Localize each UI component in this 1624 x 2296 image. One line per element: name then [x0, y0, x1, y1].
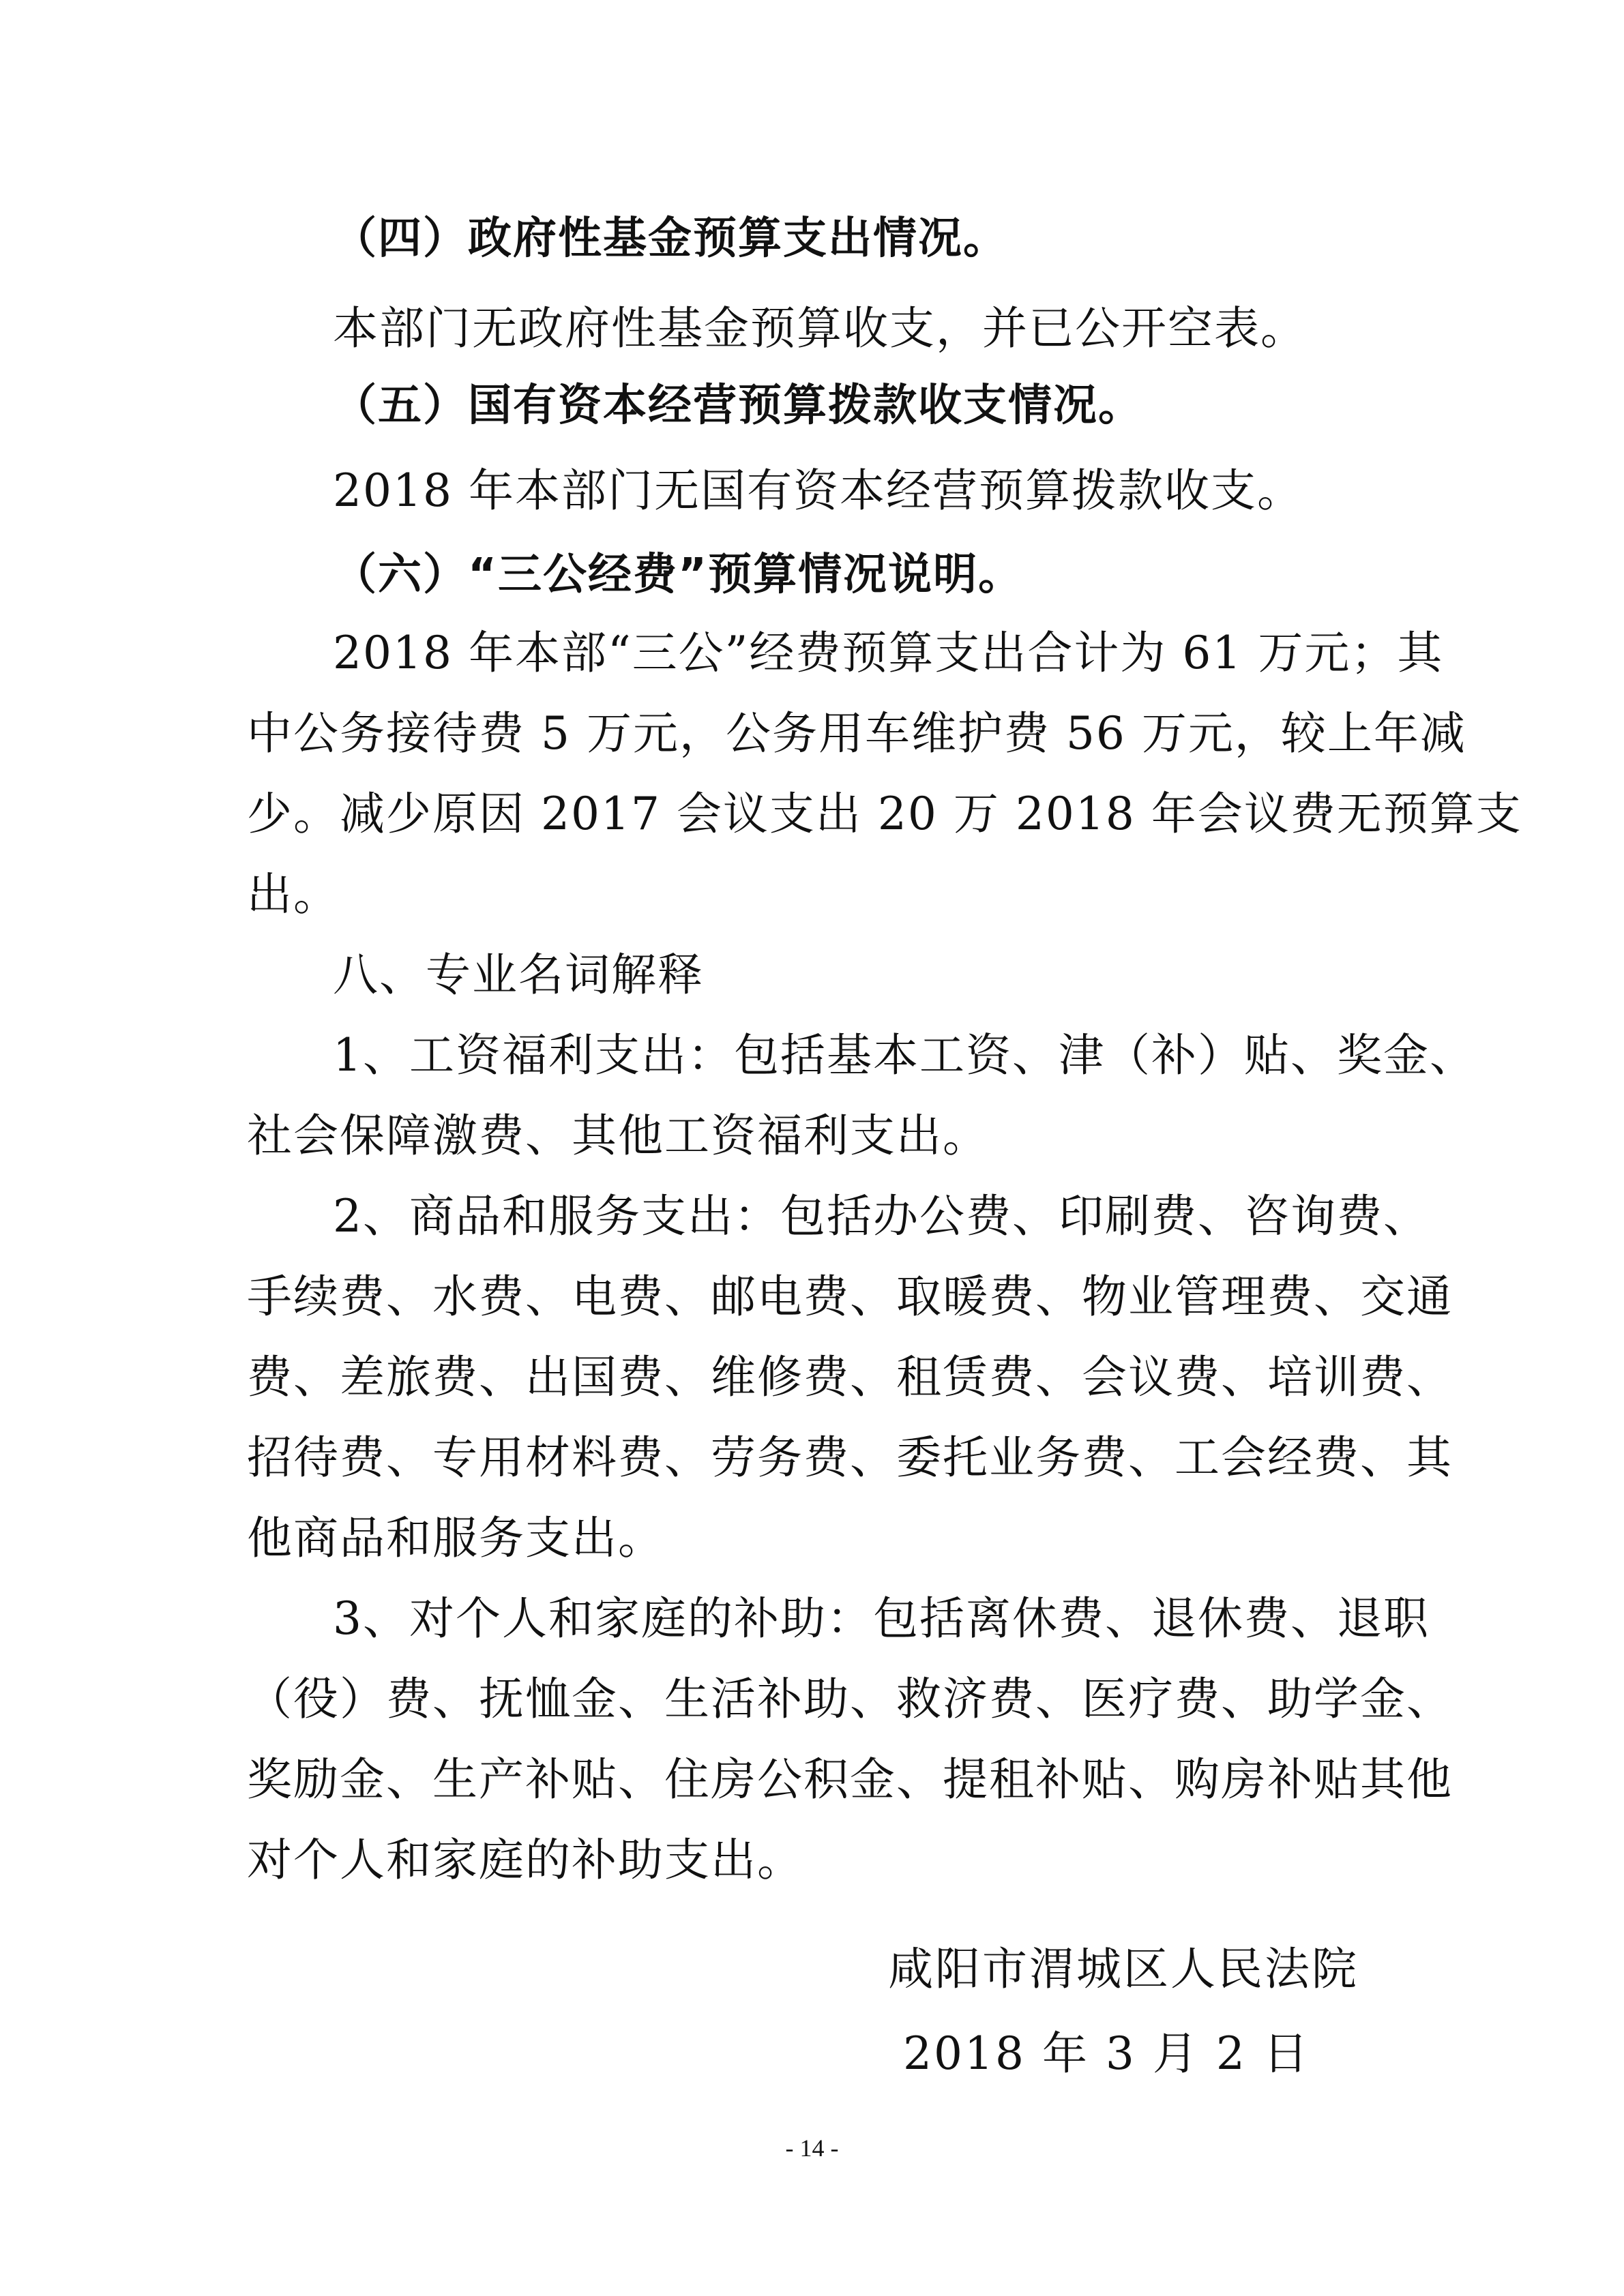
glossary-item-line: 2、商品和服务支出：包括办公费、印刷费、咨询费、 — [333, 1190, 1430, 1242]
section-heading-three-public-funds: （六）“三公经费”预算情况说明。 — [333, 550, 1024, 600]
paragraph-line: 2018 年本部门无国有资本经营预算拨款收支。 — [333, 464, 1303, 517]
glossary-item-line: 社会保障激费、其他工资福利支出。 — [247, 1109, 989, 1162]
paragraph-line: 本部门无政府性基金预算收支，并已公开空表。 — [333, 302, 1307, 355]
glossary-item-line: 费、差旅费、出国费、维修费、租赁费、会议费、培训费、 — [247, 1351, 1453, 1403]
glossary-item-line: 他商品和服务支出。 — [247, 1512, 664, 1564]
page-number: - 14 - — [785, 2134, 839, 2162]
glossary-item-line: 手续费、水费、电费、邮电费、取暖费、物业管理费、交通 — [247, 1270, 1453, 1323]
paragraph-line: 少。减少原因 2017 会议支出 20 万 2018 年会议费无预算支 — [247, 788, 1522, 840]
glossary-title: 八、专业名词解释 — [333, 949, 704, 1001]
glossary-item-line: 奖励金、生产补贴、住房公积金、提租补贴、购房补贴其他 — [247, 1753, 1453, 1806]
section-heading-fund-budget: （四）政府性基金预算支出情况。 — [333, 213, 1008, 264]
glossary-item-line: （役）费、抚恤金、生活补助、救济费、医疗费、助学金、 — [247, 1673, 1453, 1725]
paragraph-line: 中公务接待费 5 万元，公务用车维护费 56 万元，较上年减 — [247, 707, 1466, 760]
section-heading-state-capital: （五）国有资本经营预算拨款收支情况。 — [333, 381, 1143, 431]
glossary-item-line: 招待费、专用材料费、劳务费、委托业务费、工会经费、其 — [247, 1431, 1453, 1484]
signature-organization: 咸阳市渭城区人民法院 — [888, 1943, 1359, 1995]
paragraph-line: 2018 年本部“三公”经费预算支出合计为 61 万元；其 — [333, 627, 1444, 679]
glossary-item-line: 3、对个人和家庭的补助：包括离休费、退休费、退职 — [333, 1592, 1430, 1645]
signature-date: 2018 年 3 月 2 日 — [903, 2027, 1310, 2080]
glossary-item-line: 1、工资福利支出：包括基本工资、津（补）贴、奖金、 — [333, 1029, 1476, 1082]
paragraph-line: 出。 — [247, 868, 340, 921]
glossary-item-line: 对个人和家庭的补助支出。 — [247, 1834, 803, 1886]
